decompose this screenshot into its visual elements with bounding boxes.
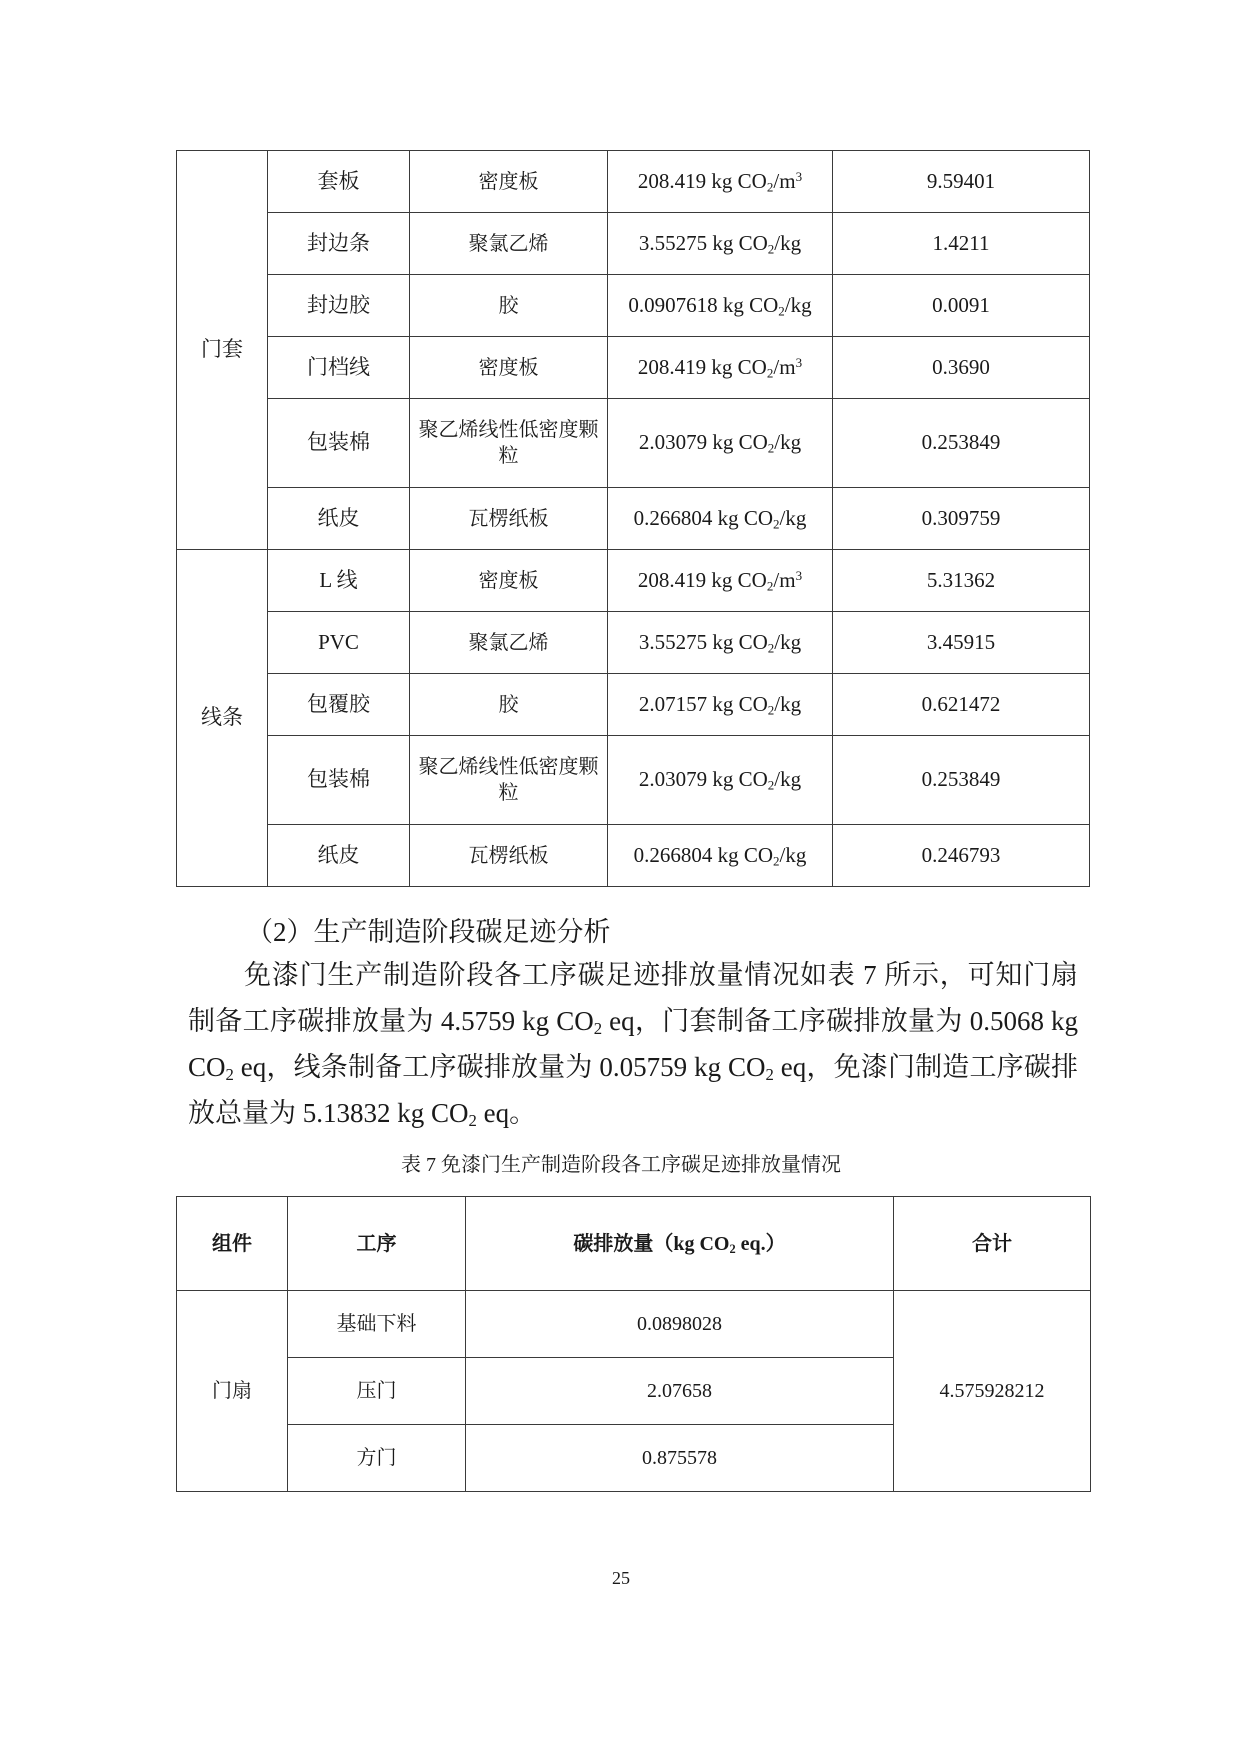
factor-value: 0.266804 xyxy=(633,842,713,867)
factor-unit: kg xyxy=(780,629,802,654)
material-emission-table xyxy=(176,150,1090,887)
factor-unit-slash: / xyxy=(774,629,781,654)
table-caption: 表 7 免漆门生产制造阶段各工序碳足迹排放量情况 xyxy=(401,1154,841,1176)
paragraph-text: eq，线条制备工序碳排放量为 0.05759 kg CO xyxy=(233,1052,766,1082)
factor-unit: kg xyxy=(780,430,802,455)
factor-value: 3.55275 xyxy=(638,230,708,255)
emission-cell: 5.31362 xyxy=(833,550,1090,612)
emission-cell: 3.45915 xyxy=(833,612,1090,674)
emission-cell: 0.875578 xyxy=(466,1425,894,1492)
factor-unit-prefix: kg CO xyxy=(717,505,774,530)
factor-unit: kg xyxy=(780,691,802,716)
factor-unit-sub: 2 xyxy=(767,440,775,456)
part-cell: 包装棉 xyxy=(268,399,410,488)
section-paragraph xyxy=(188,952,1078,1136)
header-total: 合计 xyxy=(894,1197,1091,1291)
table-row xyxy=(177,213,1090,275)
factor-unit-prefix: kg CO xyxy=(711,567,767,592)
table-row xyxy=(177,151,1090,213)
material-cell: 密度板 xyxy=(410,151,608,213)
total-cell: 4.575928212 xyxy=(894,1291,1091,1492)
emission-cell: 0.309759 xyxy=(833,488,1090,550)
emission-cell: 0.246793 xyxy=(833,825,1090,887)
paragraph-text: 免漆门生产制造阶段各工序碳足迹排放量情况如表 7 所示，可知门扇制备工序碳排放量为 4.5759 kg CO xyxy=(188,960,1078,1036)
paragraph-subscript: 2 xyxy=(765,1065,774,1085)
paragraph-text: eq。 xyxy=(476,1098,537,1128)
factor-unit-prefix: kg CO xyxy=(712,629,768,654)
table-row xyxy=(177,399,1090,488)
material-cell: 聚氯乙烯 xyxy=(410,213,608,275)
table-row xyxy=(177,550,1090,612)
emission-factor-cell xyxy=(608,213,833,275)
factor-unit-prefix: kg CO xyxy=(712,430,768,455)
part-cell: 封边胶 xyxy=(268,275,410,337)
factor-unit-slash: / xyxy=(774,230,781,255)
factor-unit-sub: 2 xyxy=(773,853,780,869)
header-emission-sub: 2 xyxy=(729,1241,736,1256)
emission-cell: 1.4211 xyxy=(833,213,1090,275)
emission-cell: 0.0898028 xyxy=(466,1291,894,1358)
paragraph-text: eq，免漆门制造工序碳排放总量为 5.13832 kg CO xyxy=(188,1052,1078,1128)
page-number: 25 xyxy=(612,1568,630,1588)
factor-value: 2.03079 xyxy=(638,767,708,792)
factor-unit-exp: 3 xyxy=(795,168,803,184)
emission-cell: 0.621472 xyxy=(833,674,1090,736)
table-row xyxy=(177,825,1090,887)
factor-unit-sub: 2 xyxy=(767,640,775,656)
material-cell: 瓦楞纸板 xyxy=(410,825,608,887)
emission-factor-cell xyxy=(608,151,833,213)
material-cell: 聚乙烯线性低密度颗粒 xyxy=(410,736,608,825)
factor-value: 208.419 xyxy=(637,567,707,592)
emission-factor-cell xyxy=(608,399,833,488)
part-cell: 封边条 xyxy=(268,213,410,275)
emission-factor-cell xyxy=(608,736,833,825)
process-cell: 压门 xyxy=(288,1358,466,1425)
material-cell: 密度板 xyxy=(410,550,608,612)
part-cell: 纸皮 xyxy=(268,825,410,887)
emission-factor-cell xyxy=(608,674,833,736)
factor-value: 0.0907618 xyxy=(628,292,718,317)
factor-unit-slash: / xyxy=(774,430,781,455)
emission-cell: 9.59401 xyxy=(833,151,1090,213)
factor-unit: m xyxy=(779,567,796,592)
table-row xyxy=(177,275,1090,337)
factor-unit-prefix: kg CO xyxy=(712,691,768,716)
emission-cell: 0.3690 xyxy=(833,337,1090,399)
factor-unit-prefix: kg CO xyxy=(711,168,767,193)
table-row xyxy=(177,1291,1091,1358)
factor-unit-slash: / xyxy=(774,767,781,792)
factor-unit: kg xyxy=(785,842,807,867)
factor-unit-prefix: kg CO xyxy=(712,230,768,255)
process-cell: 方门 xyxy=(288,1425,466,1492)
factor-value: 208.419 xyxy=(637,354,707,379)
paragraph-text: eq，门套制备工序碳排放量为 0.5068 kg CO xyxy=(188,1006,1079,1082)
factor-unit-slash: / xyxy=(774,691,781,716)
part-cell: 门档线 xyxy=(268,337,410,399)
factor-unit-exp: 3 xyxy=(795,354,803,370)
emission-factor-cell xyxy=(608,612,833,674)
factor-unit-prefix: kg CO xyxy=(712,767,768,792)
material-cell: 密度板 xyxy=(410,337,608,399)
factor-unit-sub: 2 xyxy=(778,303,785,319)
header-emission-suffix: eq.） xyxy=(735,1232,786,1255)
emission-factor-cell xyxy=(608,337,833,399)
part-cell: 包装棉 xyxy=(268,736,410,825)
factor-unit-slash: / xyxy=(784,292,791,317)
factor-unit-slash: / xyxy=(779,505,786,530)
factor-unit-slash: / xyxy=(773,354,780,379)
emission-factor-cell xyxy=(608,825,833,887)
emission-cell: 2.07658 xyxy=(466,1358,894,1425)
factor-unit-prefix: kg CO xyxy=(711,354,767,379)
table-row xyxy=(177,736,1090,825)
factor-unit-sub: 2 xyxy=(767,241,775,257)
factor-value: 2.07157 xyxy=(638,691,708,716)
factor-unit-slash: / xyxy=(779,842,786,867)
header-emission xyxy=(466,1197,894,1291)
material-cell: 胶 xyxy=(410,275,608,337)
factor-unit-slash: / xyxy=(773,567,780,592)
part-cell: PVC xyxy=(268,612,410,674)
paragraph-subscript: 2 xyxy=(593,1019,603,1039)
part-cell: 包覆胶 xyxy=(268,674,410,736)
factor-value: 0.266804 xyxy=(633,505,713,530)
factor-unit: kg xyxy=(785,505,807,530)
component-cell: 线条 xyxy=(177,550,268,887)
factor-value: 3.55275 xyxy=(638,629,708,654)
factor-unit: kg xyxy=(780,767,802,792)
factor-unit-sub: 2 xyxy=(767,777,775,793)
emission-cell: 0.0091 xyxy=(833,275,1090,337)
table-row xyxy=(177,488,1090,550)
emission-factor-cell xyxy=(608,275,833,337)
material-cell: 瓦楞纸板 xyxy=(410,488,608,550)
table-row xyxy=(177,612,1090,674)
process-emission-table-body xyxy=(177,1291,1091,1492)
header-process: 工序 xyxy=(288,1197,466,1291)
factor-unit-slash: / xyxy=(773,168,780,193)
factor-unit-sub: 2 xyxy=(773,516,780,532)
material-cell: 聚氯乙烯 xyxy=(410,612,608,674)
factor-unit-prefix: kg CO xyxy=(722,292,779,317)
process-cell: 基础下料 xyxy=(288,1291,466,1358)
material-cell: 胶 xyxy=(410,674,608,736)
header-emission-prefix: 碳排放量（kg CO xyxy=(573,1232,730,1255)
factor-unit-prefix: kg CO xyxy=(717,842,774,867)
part-cell: L 线 xyxy=(268,550,410,612)
factor-unit-sub: 2 xyxy=(767,702,775,718)
table-header-row xyxy=(177,1197,1091,1291)
factor-value: 208.419 xyxy=(637,168,707,193)
material-cell: 聚乙烯线性低密度颗粒 xyxy=(410,399,608,488)
header-component: 组件 xyxy=(177,1197,288,1291)
factor-unit-sub: 2 xyxy=(766,179,774,195)
factor-value: 2.03079 xyxy=(638,430,708,455)
table-row xyxy=(177,337,1090,399)
factor-unit: m xyxy=(779,354,796,379)
component-cell: 门套 xyxy=(177,151,268,550)
factor-unit-exp: 3 xyxy=(795,567,803,583)
factor-unit: m xyxy=(779,168,796,193)
paragraph-subscript: 2 xyxy=(225,1065,234,1085)
emission-factor-cell xyxy=(608,488,833,550)
emission-factor-cell xyxy=(608,550,833,612)
emission-cell: 0.253849 xyxy=(833,399,1090,488)
part-cell: 套板 xyxy=(268,151,410,213)
factor-unit: kg xyxy=(780,230,802,255)
process-emission-table xyxy=(176,1196,1091,1492)
part-cell: 纸皮 xyxy=(268,488,410,550)
factor-unit: kg xyxy=(790,292,812,317)
table-row xyxy=(177,674,1090,736)
factor-unit-sub: 2 xyxy=(766,365,774,381)
section-heading: （2）生产制造阶段碳足迹分析 xyxy=(246,917,611,947)
material-emission-table-body xyxy=(177,151,1090,887)
factor-unit-sub: 2 xyxy=(766,578,774,594)
emission-cell: 0.253849 xyxy=(833,736,1090,825)
component-cell: 门扇 xyxy=(177,1291,288,1492)
paragraph-subscript: 2 xyxy=(468,1111,477,1131)
